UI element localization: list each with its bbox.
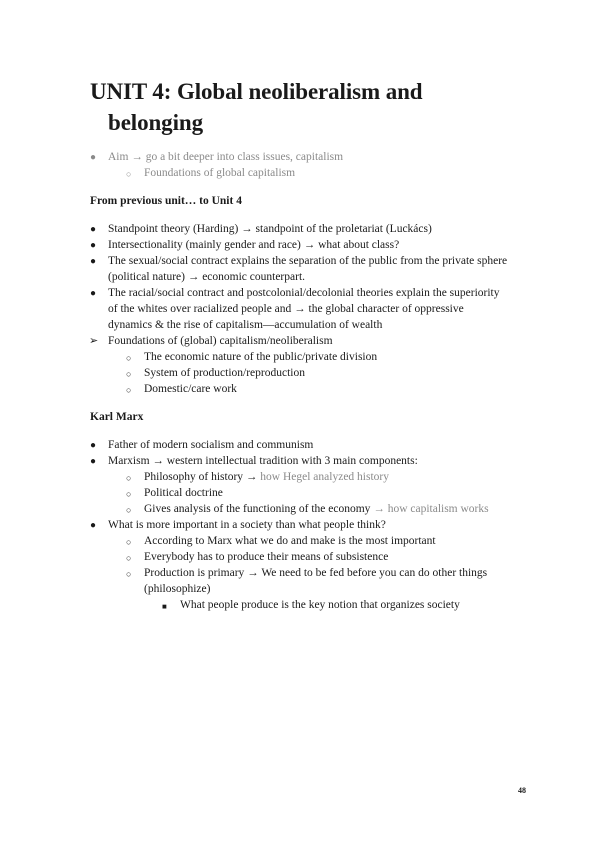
- list-item: [144, 469, 389, 485]
- bullet-circle-icon: ○: [126, 489, 132, 499]
- title-line-1: UNIT 4: Global neoliberalism and: [90, 79, 423, 104]
- list-item: What people produce is the key notion that organizes society: [180, 599, 460, 611]
- list-item: Standpoint theory (Harding) → standpoint of the proletariat (Luckács): [108, 223, 432, 235]
- title-line-2: belonging: [108, 110, 203, 135]
- list-item-text-grey: → how capitalism works: [373, 503, 489, 515]
- bullet-circle-icon: ○: [126, 505, 132, 515]
- list-item: The sexual/social contract explains the separation of the public from the private sphere: [108, 255, 508, 267]
- section-heading-karl-marx: Karl Marx: [90, 411, 144, 423]
- bullet-circle-icon: ○: [126, 169, 132, 179]
- list-item: According to Marx what we do and make is the most important: [144, 535, 436, 547]
- bullet-circle-icon: ○: [126, 569, 132, 579]
- bullet-disc-icon: ●: [90, 520, 97, 531]
- intro-aim: Aim → go a bit deeper into class issues, capitalism: [108, 151, 344, 163]
- list-item: Father of modern socialism and communism: [108, 439, 314, 451]
- bullet-circle-icon: ○: [126, 353, 132, 363]
- page-title: [90, 76, 530, 138]
- bullet-disc-icon: ●: [90, 288, 97, 299]
- list-item-continuation: (political nature) → economic counterpart.: [108, 271, 306, 283]
- list-item: Everybody has to produce their means of subsistence: [144, 551, 389, 563]
- list-item: Intersectionality (mainly gender and race) → what about class?: [108, 239, 400, 251]
- bullet-circle-icon: ○: [126, 553, 132, 563]
- list-item: What is more important in a society than what people think?: [108, 519, 386, 531]
- bullet-circle-icon: ○: [126, 369, 132, 379]
- bullet-circle-icon: ○: [126, 537, 132, 547]
- list-item: Production is primary → We need to be fed before you can do other things: [144, 567, 488, 579]
- bullet-circle-icon: ○: [126, 385, 132, 395]
- list-item-text-grey: how Hegel analyzed history: [260, 471, 389, 483]
- arrow-bullet-icon: ➢: [89, 335, 99, 347]
- bullet-disc-icon: ●: [90, 152, 97, 163]
- list-item: Political doctrine: [144, 487, 223, 499]
- list-item: Marxism → western intellectual tradition with 3 main components:: [108, 455, 418, 467]
- bullet-disc-icon: ●: [90, 240, 97, 251]
- list-item-continuation: dynamics & the rise of capitalism—accumulation of wealth: [108, 319, 383, 331]
- bullet-disc-icon: ●: [90, 224, 97, 235]
- list-item: Foundations of (global) capitalism/neoliberalism: [108, 335, 333, 347]
- intro-sub: Foundations of global capitalism: [144, 167, 296, 179]
- bullet-square-icon: ■: [162, 602, 167, 611]
- list-item-text: Gives analysis of the functioning of the economy: [144, 503, 371, 515]
- list-item: The racial/social contract and postcolonial/decolonial theories explain the superiority: [108, 287, 500, 299]
- list-item-continuation: (philosophize): [144, 583, 211, 595]
- section-heading-previous-unit: From previous unit… to Unit 4: [90, 195, 242, 207]
- list-item: System of production/reproduction: [144, 367, 305, 379]
- list-item: [144, 501, 489, 517]
- list-item-text: Philosophy of history →: [144, 471, 258, 483]
- bullet-disc-icon: ●: [90, 256, 97, 267]
- page-number: 48: [518, 786, 526, 795]
- bullet-disc-icon: ●: [90, 456, 97, 467]
- list-item: The economic nature of the public/private division: [144, 351, 378, 363]
- bullet-disc-icon: ●: [90, 440, 97, 451]
- list-item-continuation: of the whites over racialized people and → the global character of oppressive: [108, 303, 464, 315]
- bullet-circle-icon: ○: [126, 473, 132, 483]
- list-item: Domestic/care work: [144, 383, 237, 395]
